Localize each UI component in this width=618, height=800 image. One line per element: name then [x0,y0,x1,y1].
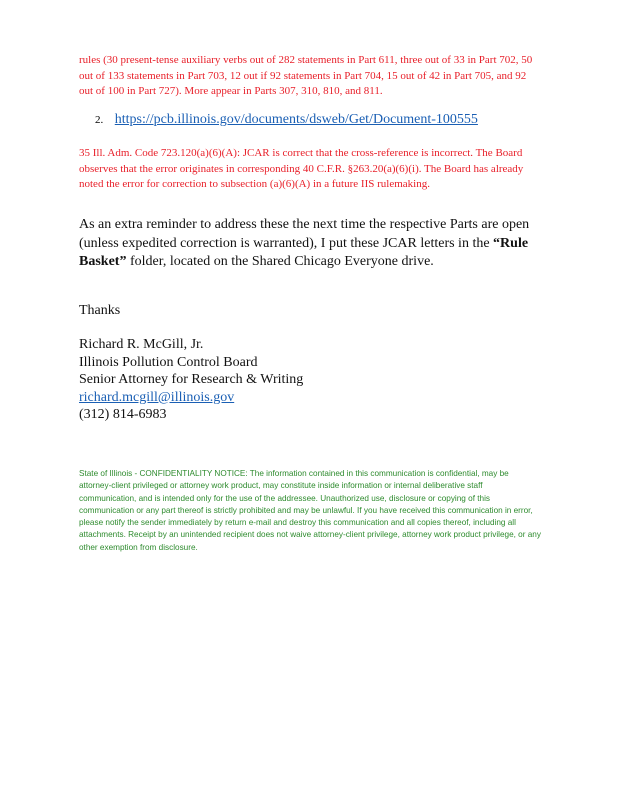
email-signature [79,336,303,424]
footnote-paragraph-present-tense: rules (30 present-tense auxiliary verbs out of 282 statements in Part 611, three out of 33 in Part 702, 50 out of 133 statements in Part 703, 12 out if 92 statements in Part 704, 15 out of 42 in Part 705, and 92 out of 100 in Part 727). More appear in Parts 307, 310, 810, and 811. [79,54,533,97]
signature-phone: (312) 814-6983 [79,407,167,422]
list-item-number: 2. [95,114,104,126]
reminder-text-end: folder, located on the Shared Chicago Everyone drive. [126,254,434,269]
rule-basket-folder-name: “Rule Basket” [79,235,529,269]
confidentiality-notice: State of Illinois - CONFIDENTIALITY NOTICE: The information contained in this communication is confidential, may be attorney-client privileged or attorney work product, may constitute inside information or internal deliberative staff communication, and is intended only for the use of the addressee. Unauthorized use, disclosure or copying of this communication or any part thereof is strictly prohibited and may be unlawful. If you have received this communication in error, please notify the sender immediately by return e-mail and destroy this communication and all copies thereof, including all attachments. Receipt by an unintended recipient does not waive attorney-client privilege, attorney work product privilege, or any other exemption from disclosure. [79,469,541,552]
signature-title: Senior Attorney for Research & Writing [79,372,304,387]
signature-email-link[interactable]: richard.mcgill@illinois.gov [79,389,235,405]
document-link[interactable]: https://pcb.illinois.gov/documents/dsweb/Get/Document-100555 [114,112,478,127]
reminder-paragraph [79,216,539,272]
signature-organization: Illinois Pollution Control Board [79,354,258,370]
footnote-paragraph-cross-reference: 35 Ill. Adm. Code 723.120(a)(6)(A): JCAR is correct that the cross-reference is incorrect. The Board observes that the error originates in corresponding 40 C.F.R. §263.20(a)(6)(i). The Board has already noted the error for correction to subsection (a)(6)(A) in a future IIS rulemaking. [79,147,524,190]
numbered-link-item [95,111,478,129]
signature-name: Richard R. McGill, Jr. [79,337,204,352]
reminder-text-start: As an extra reminder to address these the next time the respective Parts are open (unless expedited correction is warranted), I put these JCAR letters in the [79,217,530,251]
closing-thanks: Thanks [79,303,121,318]
